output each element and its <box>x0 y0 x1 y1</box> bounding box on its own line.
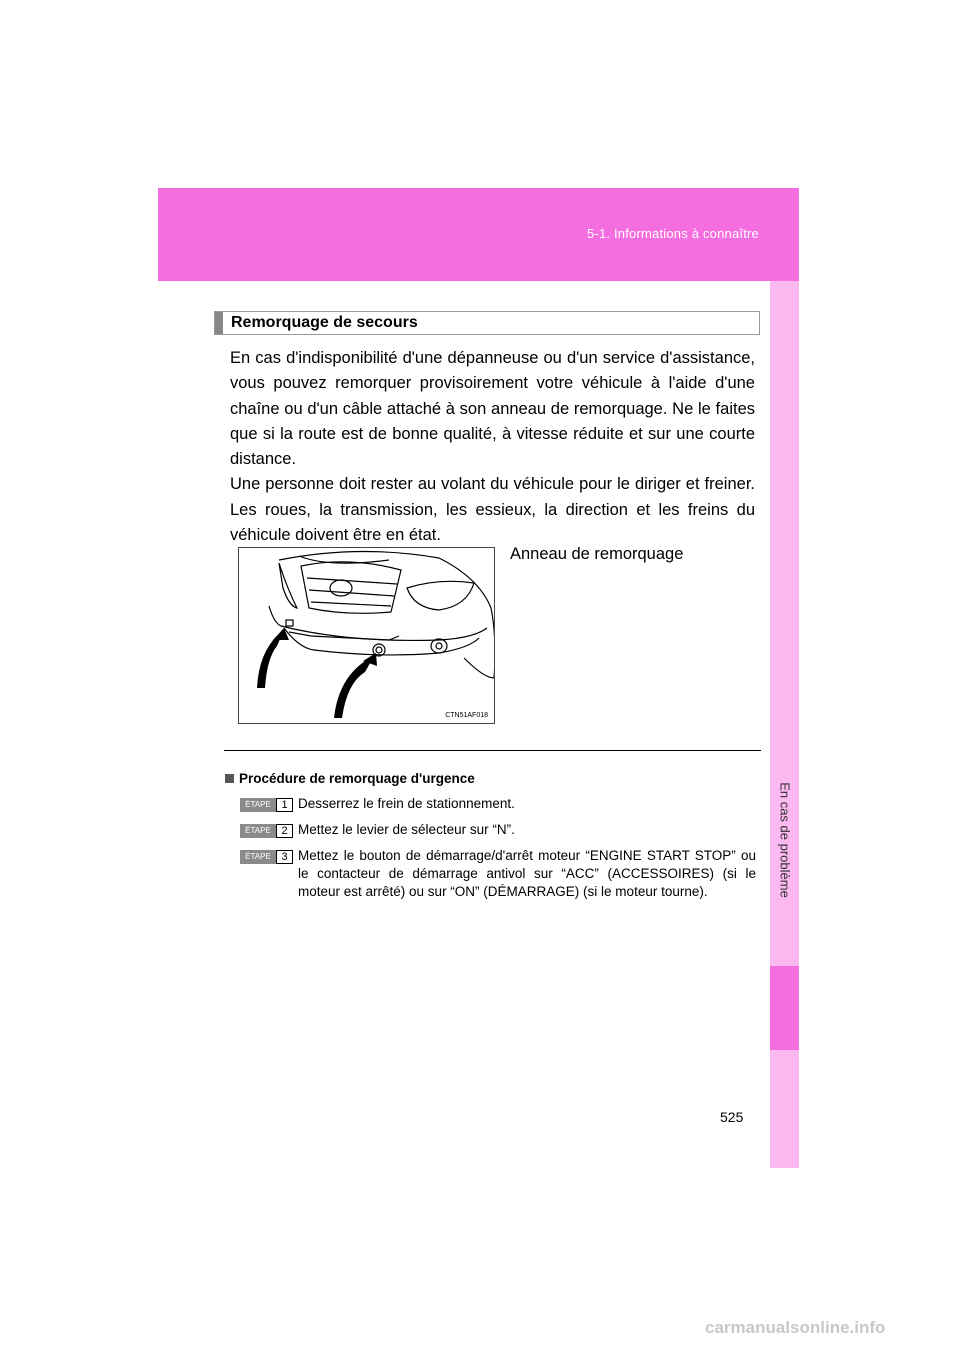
paragraph-1: En cas d'indisponibilité d'une dépanneuse ou d'un service d'assistance, vous pouvez remorquer provisoirement votre véhicule à l'aide d'une chaîne ou d'un câble attaché à son anneau de remorquage. Ne le faites que si la route est de bonne qualité, à vitesse réduite et sur une courte distance. <box>230 349 755 469</box>
step-label: ÉTAPE <box>240 824 276 838</box>
step-number: 2 <box>276 824 293 838</box>
bullet-square-icon <box>225 774 234 783</box>
step-text: Mettez le levier de sélecteur sur “N”. <box>298 822 515 837</box>
paragraph-2: Une personne doit rester au volant du véhicule pour le diriger et freiner. Les roues, la transmission, les essieux, la direction et les freins du véhicule doivent être en état. <box>230 475 755 545</box>
step-badge <box>240 850 292 864</box>
step-label: ÉTAPE <box>240 850 276 864</box>
section-heading-bar <box>215 312 223 334</box>
figure-label: Anneau de remorquage <box>510 545 684 563</box>
step-text: Desserrez le frein de stationnement. <box>298 796 515 811</box>
step-label: ÉTAPE <box>240 798 276 812</box>
page-number: 525 <box>720 1109 744 1125</box>
procedure-heading <box>225 771 475 786</box>
step-badge <box>240 798 292 812</box>
side-index-strip <box>770 281 799 1265</box>
section-heading <box>214 311 760 335</box>
chapter-number: 5 <box>780 1250 789 1265</box>
section-title: Remorquage de secours <box>231 314 418 331</box>
figure-code: CTN51AF018 <box>445 712 488 719</box>
step-badge <box>240 824 292 838</box>
chapter-title: 5-1. Informations à connaître <box>586 226 759 241</box>
chapter-tab[interactable] <box>770 966 799 1265</box>
chapter-vertical-label: En cas de problème <box>777 782 793 898</box>
step-number: 3 <box>276 850 293 864</box>
watermark: carmanualsonline.info <box>705 1318 886 1337</box>
towing-eyelet-illustration <box>238 547 495 724</box>
section-body <box>230 346 755 548</box>
section-divider <box>224 750 761 751</box>
chapter-header <box>158 188 799 281</box>
step-text: Mettez le bouton de démarrage/d'arrêt moteur “ENGINE START STOP” ou le contacteur de démarrage antivol sur “ACC” (ACCESSOIRES) (si le moteur est arrêté) ou sur “ON” (DÉMARRAGE) (si le moteur tourne). <box>298 848 756 899</box>
step-number: 1 <box>276 798 293 812</box>
car-front-drawing <box>239 548 494 723</box>
procedure-title: Procédure de remorquage d'urgence <box>239 771 475 786</box>
